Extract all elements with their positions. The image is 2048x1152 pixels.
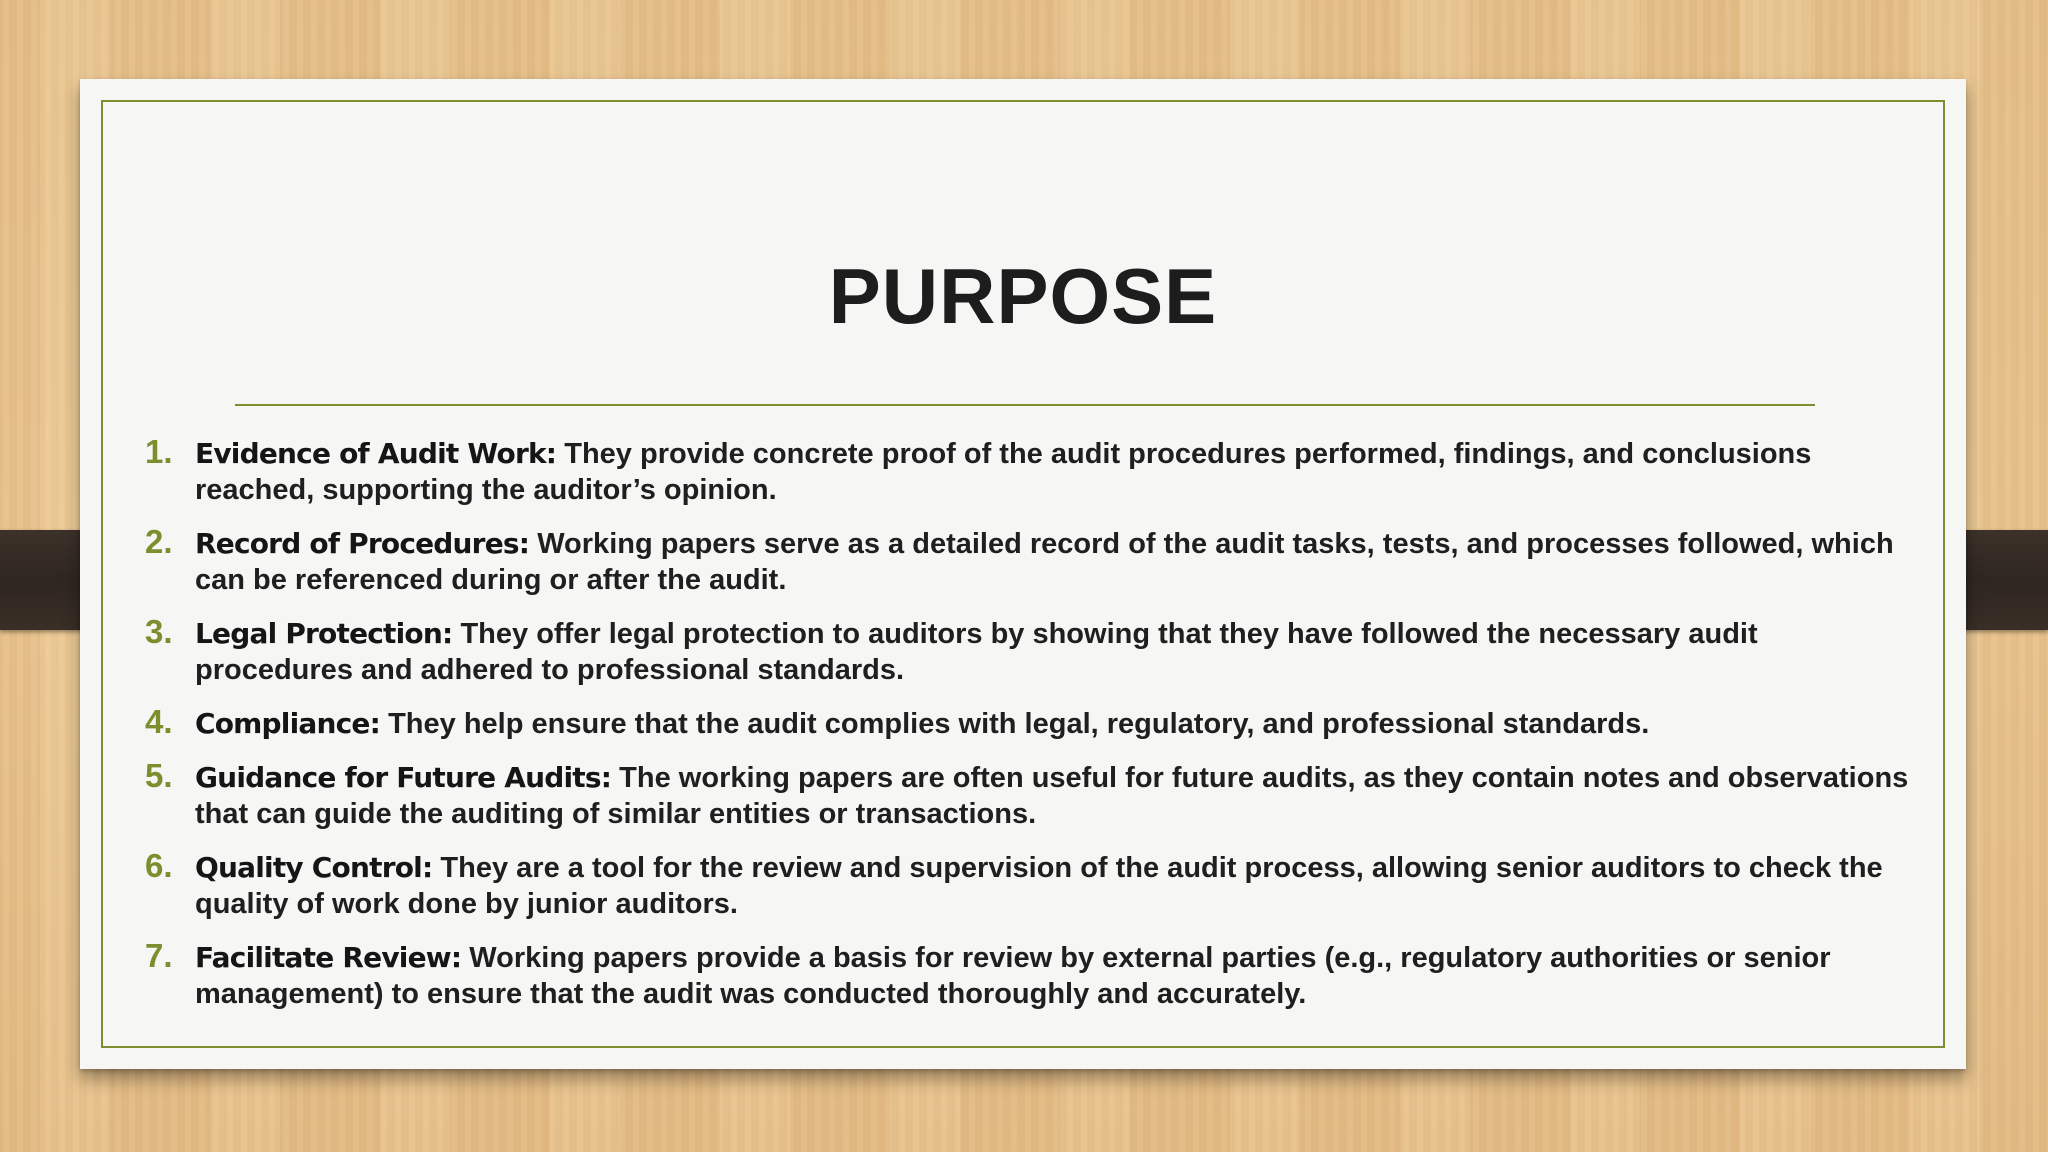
item-text: They provide concrete proof of the audit procedures performed, findings, and conclusions reached, supporting the auditor’s opinion. bbox=[195, 438, 1812, 506]
item-text: Working papers serve as a detailed record of the audit tasks, tests, and processes followed, which can be referenced during or after the audit. bbox=[195, 528, 1894, 596]
list-item bbox=[145, 757, 1915, 832]
list-item bbox=[145, 613, 1915, 688]
item-number: 7. bbox=[145, 937, 173, 974]
item-term: Record of Procedures: bbox=[195, 527, 530, 560]
item-term: Compliance: bbox=[195, 707, 381, 740]
purpose-list bbox=[145, 433, 1915, 1030]
item-number: 5. bbox=[145, 757, 173, 794]
item-term: Facilitate Review: bbox=[195, 941, 462, 974]
item-number: 2. bbox=[145, 523, 173, 560]
item-term: Legal Protection: bbox=[195, 617, 453, 650]
item-text: The working papers are often useful for future audits, as they contain notes and observations that can guide the auditing of similar entities or transactions. bbox=[195, 762, 1909, 830]
list-item bbox=[145, 847, 1915, 922]
item-text: They offer legal protection to auditors by showing that they have followed the necessary audit procedures and adhered to professional standards. bbox=[195, 618, 1758, 686]
item-term: Evidence of Audit Work: bbox=[195, 437, 557, 470]
slide-card bbox=[80, 79, 1966, 1069]
item-number: 6. bbox=[145, 847, 173, 884]
list-item bbox=[145, 937, 1915, 1012]
item-number: 1. bbox=[145, 433, 173, 470]
title-divider bbox=[235, 404, 1815, 406]
list-item bbox=[145, 703, 1915, 742]
item-text: They are a tool for the review and supervision of the audit process, allowing senior auditors to check the quality of work done by junior auditors. bbox=[195, 852, 1883, 920]
item-term: Quality Control: bbox=[195, 851, 433, 884]
item-number: 3. bbox=[145, 613, 173, 650]
item-number: 4. bbox=[145, 703, 173, 740]
list-item bbox=[145, 523, 1915, 598]
list-item bbox=[145, 433, 1915, 508]
item-term: Guidance for Future Audits: bbox=[195, 761, 612, 794]
slide-title: PURPOSE bbox=[828, 252, 1218, 340]
item-text: Working papers provide a basis for review by external parties (e.g., regulatory authorities or senior management) to ensure that the audit was conducted thoroughly and accurately. bbox=[195, 942, 1831, 1010]
item-text: They help ensure that the audit complies with legal, regulatory, and professional standards. bbox=[380, 708, 1650, 740]
